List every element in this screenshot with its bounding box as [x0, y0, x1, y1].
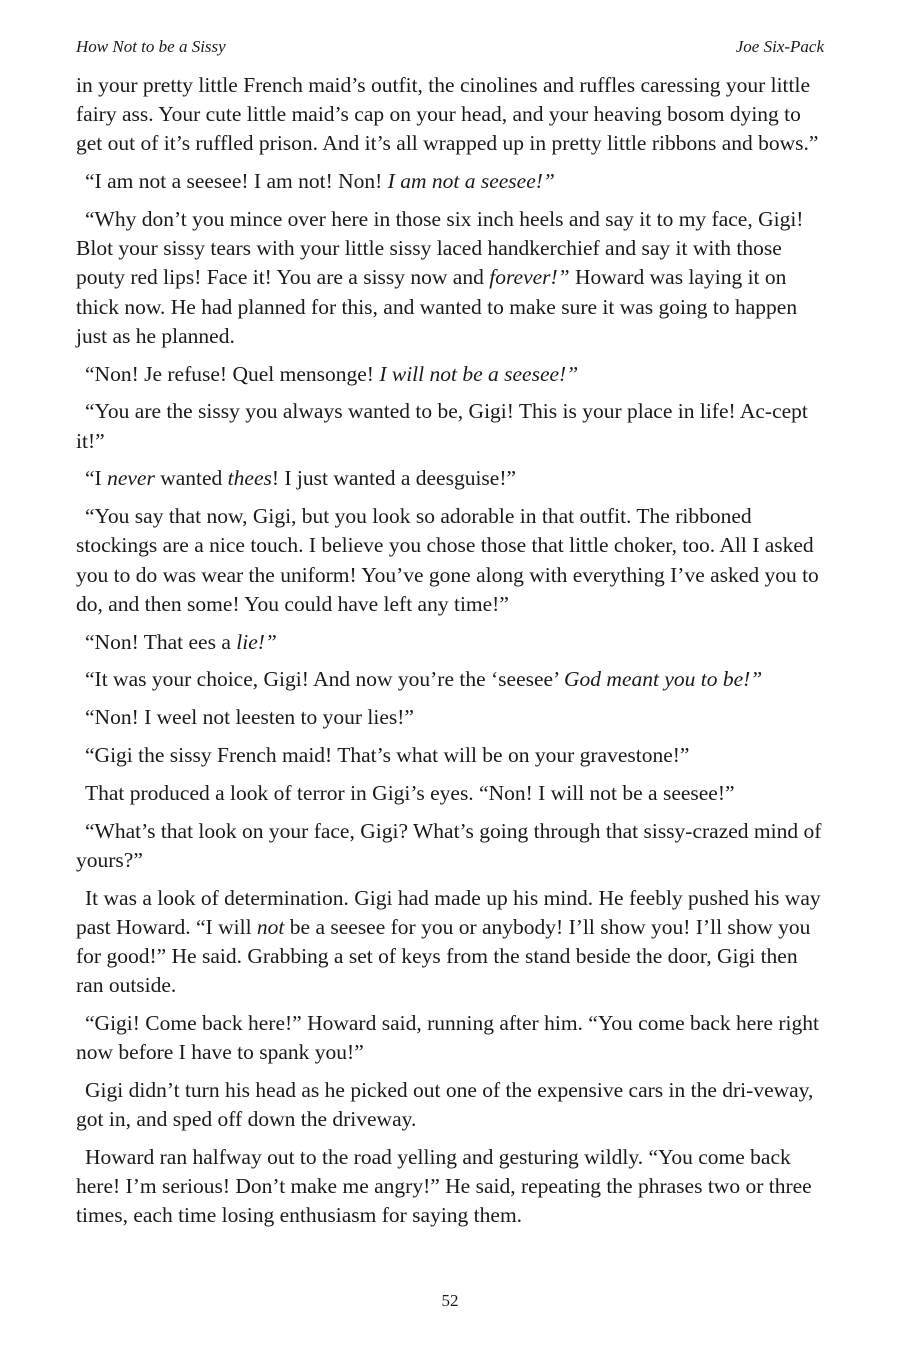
text-run: wanted: [154, 466, 228, 491]
paragraph: [76, 502, 822, 619]
body-text: [76, 71, 822, 1239]
paragraph: [76, 1076, 822, 1134]
italic-text: forever!”: [489, 265, 570, 290]
paragraph: [76, 360, 822, 389]
text-run: “You are the sissy you always wanted to be, Gigi! This is your place in life! Ac-cept it!”: [76, 399, 808, 453]
paragraph: [76, 71, 822, 159]
paragraph: [76, 397, 822, 455]
text-run: It was a look of determination. Gigi had made up his mind. He feebly pushed his way past Howard. “I will: [76, 885, 821, 939]
text-run: “You say that now, Gigi, but you look so adorable in that outfit. The ribboned stockings are a nice touch. I believe you chose those that little choker, too. All I asked you to do was wear the uniform! You’ve gone along with everything I’ve asked you to do, and then some! You could have left any time!”: [76, 504, 819, 616]
text-run: be a seesee for you or anybody! I’ll show you! I’ll show you for good!” He said. Grabbing a set of keys from the stand beside the door, Gigi then ran outside.: [76, 914, 811, 998]
text-run: ! I just wanted a deesguise!”: [271, 466, 517, 491]
italic-text: I am not a seesee!”: [387, 169, 555, 194]
paragraph: [76, 1143, 822, 1231]
text-run: in your pretty little French maid’s outfit, the cinolines and ruffles caressing your little fairy ass. Your cute little maid’s cap on your head, and your heaving bosom dying to get out of it’s ruffled prison. And it’s all wrapped up in pretty little ribbons and bows.”: [76, 73, 819, 156]
paragraph: [76, 464, 822, 493]
paragraph: [76, 665, 822, 694]
text-run: “Non! Je refuse! Quel mensonge!: [85, 361, 380, 386]
paragraph: [76, 884, 822, 1001]
paragraph: [76, 1009, 822, 1067]
text-run: “Why don’t you mince over here in those six inch heels and say it to my face, Gigi! Blot your sissy tears with your little sissy laced handkerchief and say it with those pouty red lips! Face it! You are a sissy now and: [76, 207, 804, 290]
text-run: Gigi didn’t turn his head as he picked out one of the expensive cars in the dri-veway, got in, and sped off down the driveway.: [76, 1078, 814, 1132]
italic-text: I will not be a seesee!”: [379, 361, 579, 386]
text-run: Howard was laying it on thick now. He had planned for this, and wanted to make sure it was going to happen just as he planned.: [76, 265, 798, 348]
running-header: [76, 36, 824, 58]
italic-text: thees: [227, 466, 272, 491]
text-run: “I am not a seesee! I am not! Non!: [85, 169, 388, 194]
paragraph: [76, 817, 822, 875]
text-run: “Gigi the sissy French maid! That’s what will be on your gravestone!”: [85, 743, 690, 767]
paragraph: [76, 205, 822, 351]
text-run: “Non! That ees a: [85, 629, 237, 654]
paragraph: [76, 167, 822, 196]
page-number: 52: [441, 1291, 459, 1310]
italic-text: God meant you to be!”: [564, 667, 763, 692]
paragraph: [76, 703, 822, 732]
author-name: Joe Six-Pack: [735, 37, 824, 56]
text-run: “It was your choice, Gigi! And now you’re the ‘seesee’: [85, 667, 565, 692]
italic-text: never: [107, 466, 155, 491]
text-run: That produced a look of terror in Gigi’s eyes. “Non! I will not be a seesee!”: [85, 780, 735, 805]
italic-text: not: [256, 914, 285, 939]
paragraph: [76, 779, 822, 808]
text-run: Howard ran halfway out to the road yelling and gesturing wildly. “You come back here! I’m serious! Don’t make me angry!” He said, repeating the phrases two or three times, each time losing enthusiasm for saying them.: [76, 1145, 812, 1228]
text-run: “What’s that look on your face, Gigi? What’s going through that sissy-crazed mind of yours?”: [76, 818, 822, 872]
book-title: How Not to be a Sissy: [76, 37, 226, 56]
paragraph: [76, 741, 822, 770]
paragraph: [76, 628, 822, 657]
text-run: “Non! I weel not leesten to your lies!”: [85, 705, 414, 730]
italic-text: lie!”: [236, 629, 277, 654]
text-run: “I: [85, 466, 108, 491]
text-run: “Gigi! Come back here!” Howard said, running after him. “You come back here right now before I have to spank you!”: [76, 1011, 819, 1065]
